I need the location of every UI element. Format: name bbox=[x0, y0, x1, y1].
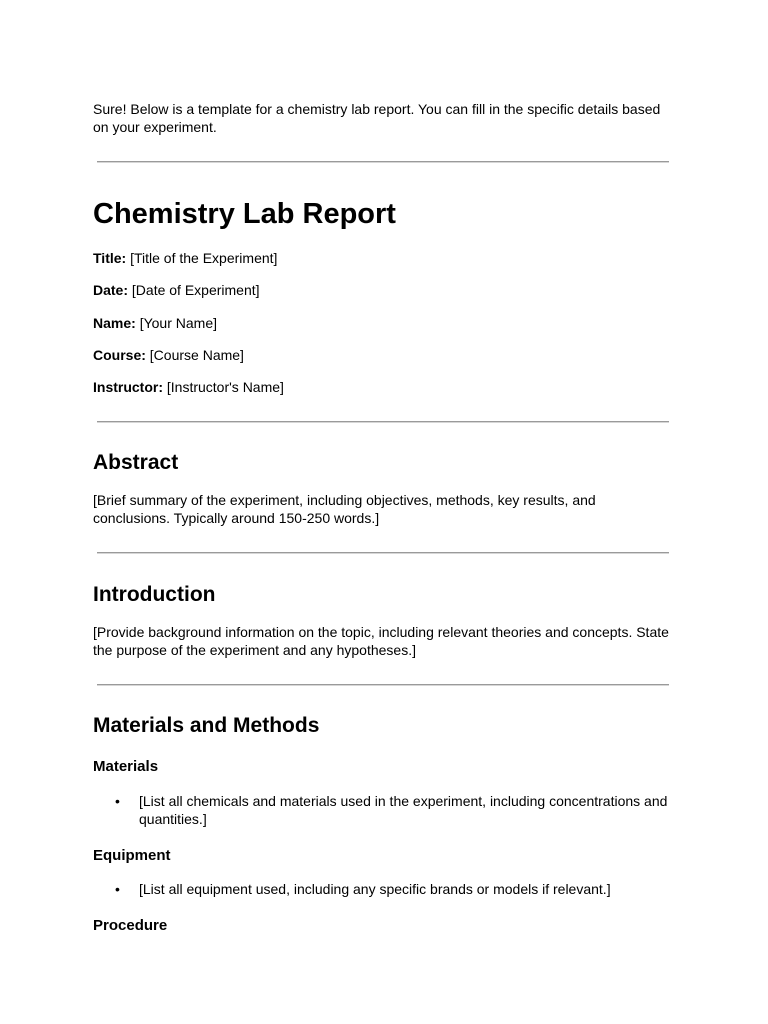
intro-text: Sure! Below is a template for a chemistry lab report. You can fill in the specific details based on your experiment. bbox=[93, 101, 661, 135]
bullet-icon: • bbox=[115, 793, 120, 809]
equipment-heading: Equipment bbox=[93, 847, 171, 864]
field-date bbox=[93, 281, 260, 299]
horizontal-rule bbox=[97, 421, 669, 423]
procedure-heading: Procedure bbox=[93, 917, 168, 934]
field-instructor-label: Instructor: bbox=[93, 379, 163, 395]
field-name-label: Name: bbox=[93, 315, 136, 331]
list-item bbox=[115, 880, 685, 898]
field-title-label: Title: bbox=[93, 250, 127, 266]
equipment-item-text: [List all equipment used, including any specific brands or models if relevant.] bbox=[139, 881, 611, 897]
field-name-value: [Your Name] bbox=[139, 315, 217, 331]
materials-heading: Materials bbox=[93, 758, 159, 775]
horizontal-rule bbox=[97, 684, 669, 686]
introduction-body: [Provide background information on the topic, including relevant theories and concepts. State the purpose of the experiment and any hypotheses.] bbox=[93, 624, 669, 658]
horizontal-rule bbox=[97, 552, 669, 554]
field-instructor bbox=[93, 378, 284, 396]
materials-item-text: [List all chemicals and materials used in the experiment, including concentrations and quantities.] bbox=[139, 793, 668, 827]
field-title bbox=[93, 249, 277, 267]
introduction-heading: Introduction bbox=[93, 583, 216, 606]
field-name bbox=[93, 314, 217, 332]
materials-methods-heading: Materials and Methods bbox=[93, 714, 320, 737]
field-instructor-value: [Instructor's Name] bbox=[166, 379, 284, 395]
report-title: Chemistry Lab Report bbox=[93, 198, 396, 230]
abstract-heading: Abstract bbox=[93, 451, 179, 474]
field-course-value: [Course Name] bbox=[149, 347, 244, 363]
field-course-label: Course: bbox=[93, 347, 146, 363]
abstract-body: [Brief summary of the experiment, including objectives, methods, key results, and conclusions. Typically around 150-250 words.] bbox=[93, 492, 596, 526]
field-title-value: [Title of the Experiment] bbox=[130, 250, 278, 266]
field-date-label: Date: bbox=[93, 282, 129, 298]
horizontal-rule bbox=[97, 161, 669, 163]
bullet-icon: • bbox=[115, 881, 120, 897]
field-date-value: [Date of Experiment] bbox=[131, 282, 260, 298]
field-course bbox=[93, 346, 244, 364]
list-item bbox=[115, 792, 685, 828]
